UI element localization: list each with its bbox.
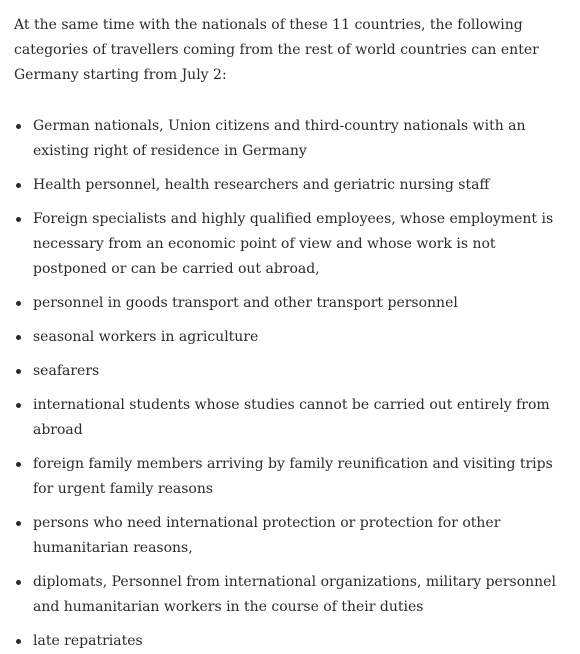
list-item-text: late repatriates [33,633,143,649]
bullet-icon [16,521,21,526]
bullet-icon [16,301,21,306]
bullet-icon [16,217,21,222]
list-item [14,570,566,620]
list-item-text: international students whose studies cannot be carried out entirely from abroad [33,397,550,438]
bullet-icon [16,462,21,467]
bullet-icon [16,403,21,408]
list-item-text: seafarers [33,363,100,379]
list-item-text: personnel in goods transport and other transport personnel [33,295,458,311]
intro-paragraph: At the same time with the nationals of these 11 countries, the following categories of travellers coming from the rest of world countries can enter Germany starting from July 2: [14,17,539,83]
list-item [14,511,566,561]
list-item [14,452,566,502]
bullet-icon [16,369,21,374]
bullet-icon [16,335,21,340]
list-item-text: Foreign specialists and highly qualified employees, whose employment is necessary from an economic point of view and whose work is not postponed or can be carried out abroad, [33,211,554,277]
list-item [14,173,566,198]
list-item [14,207,566,282]
traveller-categories-list [14,114,566,654]
list-item [14,325,566,350]
bullet-icon [16,124,21,129]
bullet-icon [16,580,21,585]
list-item-text: Health personnel, health researchers and geriatric nursing staff [33,177,490,193]
list-item [14,629,566,654]
bullet-icon [16,639,21,644]
list-item [14,114,566,164]
list-item-text: persons who need international protection or protection for other humanitarian reasons, [33,515,501,556]
list-item-text: seasonal workers in agriculture [33,329,259,345]
list-item [14,393,566,443]
list-item-text: foreign family members arriving by family reunification and visiting trips for urgent family reasons [33,456,553,497]
list-item [14,359,566,384]
list-item [14,291,566,316]
list-item-text: German nationals, Union citizens and third-country nationals with an existing right of residence in Germany [33,118,526,159]
list-item-text: diplomats, Personnel from international organizations, military personnel and humanitarian workers in the course of their duties [33,574,556,615]
bullet-icon [16,183,21,188]
